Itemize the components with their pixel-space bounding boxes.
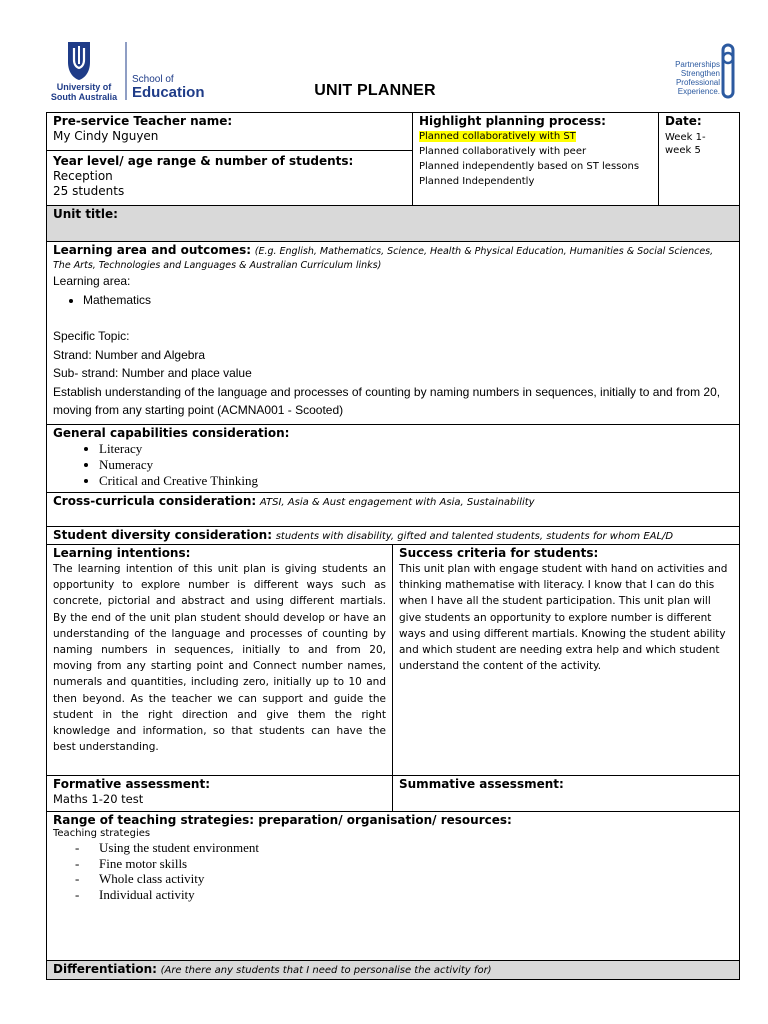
diversity-cell <box>46 526 740 545</box>
partnerships-logo <box>660 40 740 104</box>
planning-option: Planned Independently <box>419 176 535 187</box>
capability-item: • Critical and Creative Thinking <box>99 473 733 489</box>
success-criteria-text: This unit plan with engage student with hand on activities and thinking mathematise with literacy. I know that I can do this when I have all the student participation. This unit plan will give students an opportunity to explore number is different ways and using different martials. Knowing the student ability and which student are needing extra help and which student understand the content of the activity. <box>399 563 728 673</box>
partner-line2: Strengthen <box>680 69 720 78</box>
summative-label: Summative assessment: <box>399 777 564 791</box>
learning-intentions-label: Learning intentions: <box>53 546 191 560</box>
teacher-name-value: My Cindy Nguyen <box>53 129 159 143</box>
learning-area-item: • Mathematics <box>83 291 733 310</box>
partner-line4: Experience. <box>677 87 720 96</box>
partner-line3: Professional <box>675 78 720 87</box>
school-of-label: School of <box>132 74 174 85</box>
teaching-strategy-item: - Individual activity <box>99 887 733 903</box>
capabilities-cell <box>46 424 740 493</box>
unisa-name-line1: University of <box>56 82 112 92</box>
page-title: UNIT PLANNER <box>314 82 436 99</box>
success-criteria-cell <box>392 544 740 776</box>
teacher-name-label: Pre-service Teacher name: <box>53 114 233 128</box>
outcome-text: Establish understanding of the language and processes of counting by naming numbers in sequences, initially to and from 20, moving from any starting point (ACMNA001 - Scooted) <box>53 384 721 417</box>
year-level-cell <box>46 150 413 206</box>
learning-intentions-cell <box>46 544 393 776</box>
cross-curricula-value: ATSI, Asia & Aust engagement with Asia, Sustainability <box>259 497 535 508</box>
diversity-label: Student diversity consideration: <box>53 528 273 542</box>
learning-area-cell <box>46 241 740 425</box>
education-label: Education <box>132 84 205 101</box>
teacher-name-cell <box>46 112 413 151</box>
student-count-value: 25 students <box>53 184 125 198</box>
cross-curricula-cell <box>46 492 740 527</box>
year-level-label: Year level/ age range & number of students: <box>53 154 354 168</box>
date-value-line2: week 5 <box>665 145 701 156</box>
unisa-name-line2: South Australia <box>50 92 118 102</box>
learning-intentions-text: The learning intention of this unit plan is giving students an opportunity to explore number is different ways such as concrete, pictorial and abstract and using different martials. By the end of the unit plan student should develop or have an understanding of the language and processes of counting by naming numbers in sequences, initially to and from 20, moving from any starting point and Connect number names, numerals and quantities, including zero, initially up to 10 and then beyond. As the teacher we can support and guide the student in the right direction and give them the right knowledge and information, so that students can have the best understanding. <box>53 563 386 754</box>
planning-process-cell <box>412 112 659 206</box>
planning-process-label: Highlight planning process: <box>419 114 606 128</box>
unit-title-cell <box>46 205 740 242</box>
date-label: Date: <box>665 114 702 128</box>
year-level-value: Reception <box>53 169 113 183</box>
cross-curricula-label: Cross-curricula consideration: <box>53 494 257 508</box>
learning-area-hint: (E.g. English, Mathematics, Science, Health & Physical Education, Humanities & Social Sciences, The Arts, Technologies and Languages & Australian Curriculum links) <box>53 246 714 271</box>
teaching-strategy-item: - Using the student environment <box>99 840 733 856</box>
planning-option: Planned independently based on ST lessons <box>419 161 640 172</box>
unisa-logo <box>46 40 206 104</box>
formative-label: Formative assessment: <box>53 777 210 791</box>
date-cell <box>658 112 740 206</box>
date-value-line1: Week 1- <box>665 132 706 143</box>
unit-title-label: Unit title: <box>53 207 118 221</box>
learning-area-sublabel: Learning area: <box>53 274 131 288</box>
teaching-strategy-item: - Whole class activity <box>99 871 733 887</box>
teaching-strategies-cell <box>46 811 740 961</box>
summative-assessment-cell <box>392 775 740 812</box>
teaching-strategy-item: - Fine motor skills <box>99 856 733 872</box>
success-criteria-label: Success criteria for students: <box>399 546 599 560</box>
capability-item: • Literacy <box>99 441 733 457</box>
planning-option-highlighted: Planned collaboratively with ST <box>419 131 576 142</box>
planning-option: Planned collaboratively with peer <box>419 146 587 157</box>
capabilities-label: General capabilities consideration: <box>53 426 290 440</box>
learning-area-label: Learning area and outcomes: <box>53 243 252 257</box>
teaching-strategies-label: Range of teaching strategies: preparation/ organisation/ resources: <box>53 813 512 827</box>
formative-assessment-cell <box>46 775 393 812</box>
differentiation-label: Differentiation: <box>53 962 157 976</box>
teaching-strategies-sublabel: Teaching strategies <box>53 828 151 839</box>
partner-p-icon <box>718 42 738 100</box>
formative-value: Maths 1-20 test <box>53 792 144 806</box>
capability-item: • Numeracy <box>99 457 733 473</box>
partner-line1: Partnerships <box>675 60 720 69</box>
diversity-value: students with disability, gifted and talented students, students for whom EAL/D <box>275 531 674 542</box>
differentiation-cell <box>46 960 740 980</box>
strand-text: Strand: Number and Algebra <box>53 347 206 362</box>
differentiation-hint: (Are there any students that I need to personalise the activity for) <box>160 965 492 976</box>
substrand-text: Sub- strand: Number and place value <box>53 366 252 380</box>
specific-topic-label: Specific Topic: <box>53 329 130 343</box>
